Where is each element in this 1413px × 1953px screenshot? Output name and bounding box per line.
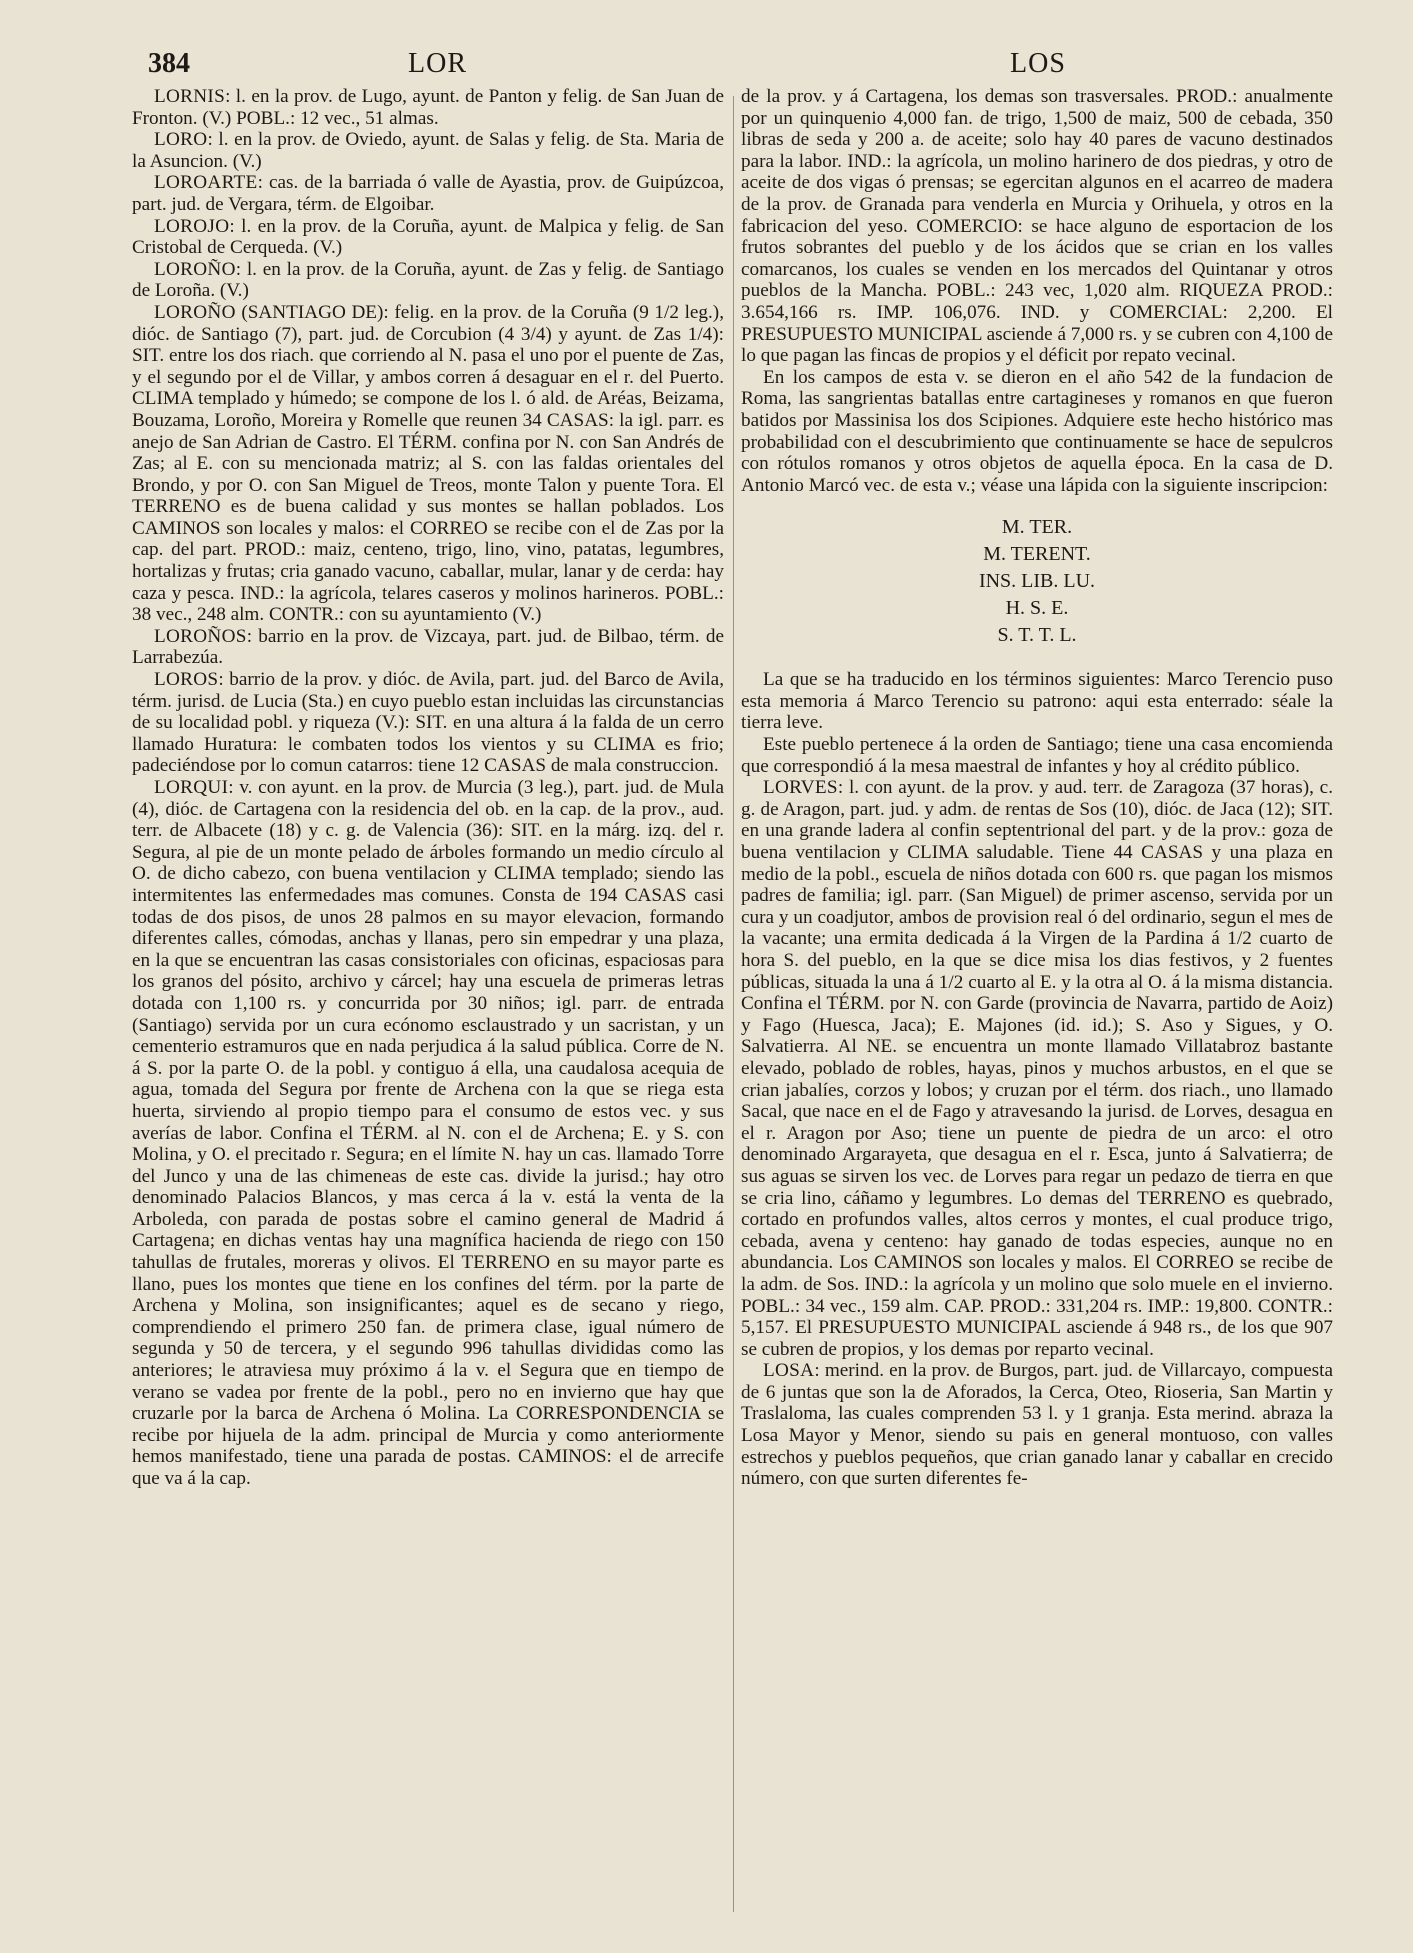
entry-headword: LOROJO [154, 215, 230, 237]
entry-headword: LORNIS [154, 86, 226, 107]
entry-text: : l. en la prov. de la Coruña, ayunt. de Zas y felig. de Santiago de Loroña. (V.) [132, 258, 724, 302]
entry-headword: LOROS [154, 669, 219, 691]
entry-text: : cas. de la barriada ó valle de Ayastia, prov. de Guipúzcoa, part. jud. de Vergara, térm. de Elgoibar. [132, 172, 724, 215]
entry-text: Este pueblo pertenece á la orden de Santiago; tiene una casa encomienda que correspondió á la mesa maestral de infantes y hoy al crédito público. [741, 734, 1333, 777]
entry-lorono [132, 259, 724, 302]
entry-headword: LOROÑOS [154, 625, 247, 647]
entry-lornis [132, 86, 724, 129]
left-column [132, 86, 724, 1490]
latin-inscription [741, 514, 1333, 649]
page-header [148, 48, 1318, 88]
entry-headword: LOSA [763, 1360, 815, 1382]
entry-lorqui-continued [741, 86, 1333, 367]
entry-lorojo [132, 216, 724, 259]
entry-text: (SANTIAGO DE): felig. en la prov. de la Coruña (9 1/2 leg.), dióc. de Santiago (7), part. jud. de Corcubion (4 3/4) y ayunt. de Zas 1/4): SIT. entre los dos riach. que corriendo al N. pasa el uno por el puente de Zas, y el segundo por el de Villar, y ambos corren á desaguar en el r. del Puerto. CLIMA templado y húmedo; se compone de los l. ó ald. de Aréas, Beizama, Bouzama, Loroño, Moreira y Romelle que reunen 34 CASAS: la igl. parr. es anejo de San Adrian de Castro. El TÉRM. confina por N. con San Andrés de Zas; al E. con su mencionada matriz; al S. con las faldas orientales del Brondo, y por O. con San Miguel de Treos, monte Talon y puente Tora. El TERRENO es de buena calidad y sus montes se hallan poblados. Los CAMINOS son locales y malos: el CORREO se recibe con el de Zas por la cap. del part. PROD.: maiz, centeno, trigo, lino, vino, patatas, legumbres, hortalizas y frutas; cria ganado vacuno, caballar, mular, lanar y de cerda: hay caza y pesca. IND.: la agrícola, telares caseros y molinos harineros. POBL.: 38 vec., 248 alm. CONTR.: con su ayuntamiento (V.) [132, 301, 724, 626]
entry-text: de la prov. y á Cartagena, los demas son trasversales. PROD.: anualmente por un quinquenio 4,000 fan. de trigo, 1,500 de maiz, 500 de cebada, 350 libras de seda y 200 a. de aceite; solo hay 40 pares de vacuno destinados para la labor. IND.: la agrícola, un molino harinero de dos piedras, y otro de aceite de dos vigas ó prensas; se egercitan algunos en el acarreo de madera de la prov. de Granada para venderla en Murcia y Orihuela, y otros en la fabricacion del yeso. COMERCIO: se hace alguno de esportacion de los frutos sobrantes del pueblo y de los ácidos que se crian en los valles comarcanos, los cuales se venden en los mercados del Quintanar y otros pueblos de la Mancha. POBL.: 243 vec, 1,020 alm. RIQUEZA PROD.: 3.654,166 rs. IMP. 106,076. IND. y COMERCIAL: 2,200. El PRESUPUESTO MUNICIPAL asciende á 7,000 rs. y se cubren con 4,100 de lo que pagan las fincas de propios y el déficit por repato vecinal. [741, 86, 1333, 367]
entry-lorves [741, 777, 1333, 1360]
running-head-right: LOS [1010, 48, 1066, 79]
entry-text: : barrio de la prov. y dióc. de Avila, part. jud. del Barco de Avila, térm. jurisd. de Lucia (Sta.) en cuyo pueblo estan incluidas las circunstancias de su localidad pobl. y riqueza (V.): SIT. en una altura á la falda de un cerro llamado Huratura: le combaten todos los vientos y su CLIMA es frio; padeciéndose por lo comun catarros: tiene 12 CASAS de mala construccion. [132, 669, 724, 777]
page-number: 384 [148, 48, 190, 79]
entry-lorqui [132, 777, 724, 1490]
inscription-line: M. TERENT. [983, 543, 1091, 566]
entry-text: : barrio en la prov. de Vizcaya, part. jud. de Bilbao, térm. de Larrabezúa. [132, 625, 724, 669]
inscription-line: H. S. E. [1005, 597, 1069, 620]
column-divider [733, 96, 734, 1912]
inscription-line: S. T. T. L. [997, 624, 1077, 647]
entry-headword: LORVES [763, 777, 838, 799]
translation-paragraph [741, 669, 1333, 734]
entry-headword: LOROÑO [154, 301, 236, 323]
entry-lorono-santiago [132, 302, 724, 626]
inscription-line: M. TER. [1001, 516, 1073, 539]
inscription-line: INS. LIB. LU. [978, 570, 1096, 593]
entry-text: La que se ha traducido en los términos siguientes: Marco Terencio puso esta memoria á Marco Terencio su patrono: aqui esta enterrado: séale la tierra leve. [741, 669, 1333, 734]
entry-text: : l. con ayunt. de la prov. y aud. terr. de Zaragoza (37 horas), c. g. de Aragon, part. jud. y adm. de rentas de Sos (10), dióc. de Jaca (12); SIT. en una grande ladera al confin septentrional del part. y de la prov.: goza de buena ventilacion y CLIMA saludable. Tiene 44 CASAS y una plaza en medio de la pobl., escuela de niños dotada con 600 rs. que pagan los mismos padres de familia; igl. parr. (San Miguel) de primer ascenso, servida por un cura y un coadjutor, ambos de provision real ó del ordinario, segun el mes de la vacante; una ermita dedicada á la Virgen de la Pardina á 1/2 cuarto de hora S. del pueblo, en la que se dice misa los dias festivos, y 2 fuentes públicas, situada la una á 1/2 cuarto al E. y la otra al O. á la misma distancia. Confina el TÉRM. por N. con Garde (provincia de Navarra, partido de Aoiz) y Fago (Huesca, Jaca); E. Majones (id. id.); S. Aso y Sigues, y O. Salvatierra. Al NE. se encuentra un monte llamado Villatabroz bastante elevado, poblado de robles, hayas, pinos y muchos arbustos, en el que se crian jabalíes, corzos y lobos; y cruzan por el térm. dos riach., uno llamado Sacal, que nace en el de Fago y atravesando la jurisd. de Lorves, desagua en el r. Aragon por Aso; tiene un puente de piedra de un arco: el otro denominado Argarayeta, que desagua en el r. Esca, junto á Salvatierra; de sus aguas se sirven los vec. de Lorves para regar un pedazo de tierra en que se cria lino, cáñamo y legumbres. Lo demas del TERRENO es quebrado, cortado en profundos valles, altos cerros y montes, el cual produce trigo, cebada, avena y centeno: hay ganado de todas especies, aunque no en abundancia. Los CAMINOS son locales y malos. El CORREO se recibe de la adm. de Sos. IND.: la agrícola y un molino que solo muele en el invierno. POBL.: 34 vec., 159 alm. CAP. PROD.: 331,204 rs. IMP.: 19,800. CONTR.: 5,157. El PRESUPUESTO MUNICIPAL asciende á 948 rs., de los que 907 se cubren de propios, y los demas por reparto vecinal. [741, 777, 1333, 1360]
entry-loronos [132, 626, 724, 669]
entry-losa [741, 1360, 1333, 1490]
running-head-left: LOR [408, 48, 467, 79]
entry-text: : merind. en la prov. de Burgos, part. jud. de Villarcayo, compuesta de 6 juntas que son la de Aforados, la Cerca, Oteo, Rioseria, San Martin y Traslaloma, las cuales comprenden 53 l. y 1 granja. Esta merind. abraza la Losa Mayor y Menor, siendo su pais en general montuoso, con valles estrechos y pueblos pequeños, que crian ganado lanar y caballar en crecido número, con que surten diferentes fe- [741, 1360, 1333, 1490]
entry-text: : l. en la prov. de Oviedo, ayunt. de Salas y felig. de Sta. Maria de la Asuncion. (V.) [132, 129, 724, 172]
entry-headword: LORQUI [154, 777, 229, 798]
right-column [741, 86, 1333, 1490]
entry-loro [132, 129, 724, 172]
order-paragraph [741, 734, 1333, 777]
entry-text: En los campos de esta v. se dieron en el año 542 de la fundacion de Roma, las sangrientas batallas entre cartagineses y romanos en que fueron batidos por Massinisa los dos Scipiones. Adquiere este hecho histórico mas probabilidad con el descubrimiento que continuamente se hace de sepulcros con rótulos romanos y otros objetos de aquella época. En la casa de D. Antonio Marcó vec. de esta v.; véase una lápida con la siguiente inscripcion: [741, 366, 1333, 496]
entry-loroarte [132, 172, 724, 215]
entry-headword: LOROARTE [154, 172, 258, 194]
entry-loros [132, 669, 724, 777]
entry-text: : v. con ayunt. en la prov. de Murcia (3 leg.), part. jud. de Mula (4), dióc. de Cartagena con la residencia del ob. en la cap. de la prov., aud. terr. de Albacete (18) y c. g. de Valencia (36): SIT. en la márg. izq. del r. Segura, al pie de un monte pelado de árboles formando un medio círculo al O. de dicho cabezo, con buena ventilacion y CLIMA templado; siendo las intermitentes las enfermedades mas comunes. Consta de 194 CASAS casi todas de dos pisos, de unos 28 palmos en su mayor elevacion, formando diferentes calles, cómodas, anchas y llanas, pero sin empedrar y una plaza, en la que se encuentran las casas consistoriales con oficinas, espaciosas para los granos del pósito, archivo y cárcel; hay una escuela de primeras letras dotada con 1,100 rs. y concurrida por 30 niños; igl. parr. de entrada (Santiago) servida por un cura ecónomo esclaustrado y un sacristan, y un cementerio estramuros que en nada perjudica á la salud pública. Corre de N. á S. por la parte O. de la pobl. y contiguo á ella, una caudalosa acequia de agua, tomada del Segura por frente de Archena con la que se riega esta huerta, sirviendo al propio tiempo para el consumo de estos vec. y sus averías de labor. Confina el TÉRM. al N. con el de Archena; E. y S. con Molina, y O. el precitado r. Segura; en el límite N. hay un cas. llamado Torre del Junco y una de las chimeneas de este cas. divide la jurisd.; hay otro denominado Palacios Blancos, y mas cerca á la v. está la venta de la Arboleda, con parada de postas sobre el camino general de Madrid á Cartagena; en dichas ventas hay una magnífica hacienda de riego con 150 tahullas de frutales, moreras y olivos. El TERRENO en su mayor parte es llano, pues los montes que tiene en los confines del térm. por la parte de Archena y Molina, son insignificantes; aquel es de secano y riego, comprendiendo el primero 250 fan. de primera clase, igual número de segunda y 50 de tercera, y el segundo 996 tahullas divididas como las anteriores; le atraviesa muy próximo á la v. el Segura que en tiempo de verano se vadea por frente de la pobl., pero no en invierno que hay que cruzarle por la barca de Archena ó Molina. La CORRESPONDENCIA se recibe por hijuela de la adm. principal de Murcia y como anteriormente hemos manifestado, tiene una parada de postas. CAMINOS: el de arrecife que va á la cap. [132, 777, 724, 1489]
entry-headword: LOROÑO [154, 258, 236, 280]
entry-text: : l. en la prov. de la Coruña, ayunt. de Malpica y felig. de San Cristobal de Cerqueda. (V.) [132, 215, 724, 259]
entry-headword: LORO [154, 129, 208, 151]
entry-text: : l. en la prov. de Lugo, ayunt. de Panton y felig. de San Juan de Fronton. (V.) POBL.: 12 vec., 51 almas. [132, 86, 724, 129]
history-paragraph [741, 367, 1333, 497]
